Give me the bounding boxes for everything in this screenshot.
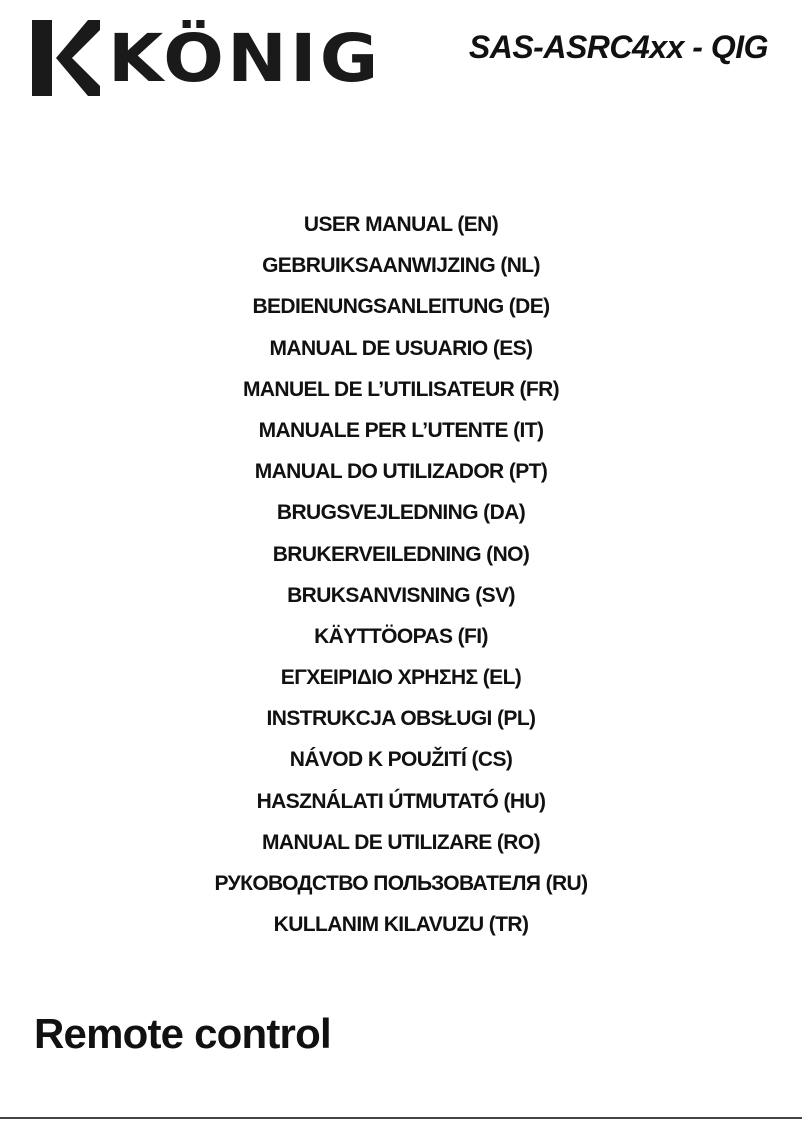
konig-logo — [30, 18, 382, 98]
language-item-tr: KULLANIM KILAVUZU (TR) — [273, 913, 529, 937]
language-item-ro: MANUAL DE UTILIZARE (RO) — [261, 830, 541, 854]
language-item-de: BEDIENUNGSANLEITUNG (DE) — [252, 295, 550, 319]
language-item-nl: GEBRUIKSAANWIJZING (NL) — [262, 254, 540, 278]
language-item-fr: MANUEL DE L’UTILISATEUR (FR) — [242, 377, 560, 401]
language-item-pt: MANUAL DO UTILIZADOR (PT) — [254, 460, 548, 484]
language-item-el: ΕΓΧΕΙΡΙΔΙΟ ΧΡΗΣΗΣ (EL) — [280, 666, 522, 690]
document-code: SAS-ASRC4xx - QIG — [468, 29, 768, 65]
page-bottom-divider — [0, 1117, 802, 1119]
language-item-it: MANUALE PER L’UTENTE (IT) — [258, 418, 544, 442]
konig-k-emblem-icon — [30, 18, 102, 98]
language-item-no: BRUKERVEILEDNING (NO) — [272, 542, 530, 566]
language-item-sv: BRUKSANVISNING (SV) — [287, 583, 515, 607]
language-list — [0, 204, 802, 945]
language-item-es: MANUAL DE USUARIO (ES) — [269, 336, 533, 360]
section-title: Remote control — [34, 1010, 331, 1057]
language-item-cs: NÁVOD K POUŽITÍ (CS) — [289, 748, 513, 772]
language-item-fi: KÄYTTÖOPAS (FI) — [314, 624, 488, 648]
language-item-ru: РУКОВОДСТВО ПОЛЬЗОВАТЕЛЯ (RU) — [214, 872, 588, 895]
language-item-pl: INSTRUKCJA OBSŁUGI (PL) — [266, 707, 536, 731]
language-item-en: USER MANUAL (EN) — [303, 213, 499, 236]
brand-wordmark: KÖNIG — [108, 20, 382, 97]
language-item-hu: HASZNÁLATI ÚTMUTATÓ (HU) — [256, 789, 546, 813]
language-item-da: BRUGSVEJLEDNING (DA) — [276, 501, 526, 525]
